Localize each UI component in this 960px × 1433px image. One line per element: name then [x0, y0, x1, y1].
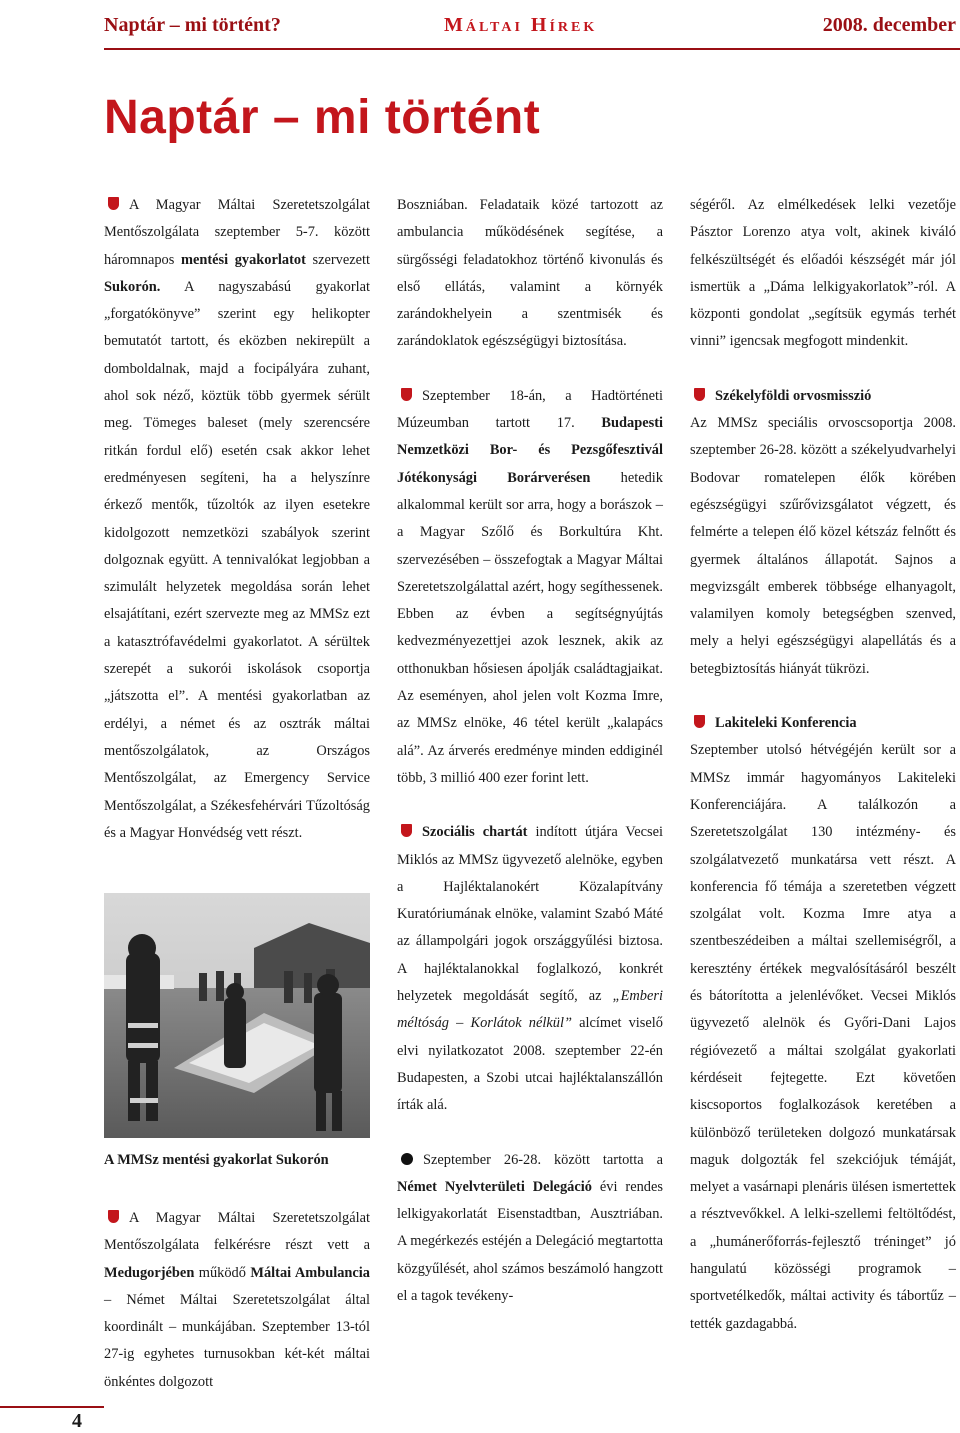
article-social-charter: Szociális chartát indított útjára Vecsei Miklós az MMSz ügyvezető alelnöke, egyben a Hajléktalanokért Közalapítvány Kuratóriumának elnöke, valamint Szabó Máté az állampolgári jogok országgyűlési biztosa. A hajléktalanokkal foglalkozó, konkrét helyzetek megoldását segítő, az „Emberi méltóság – Korlátok nélkül” alcímet viselő elvi nyilatkozatot 2008. szeptember 22-én Budapesten, a Szobi utcai hajléktalanszállón írták alá. — [397, 824, 663, 1114]
page-number: 4 — [72, 1410, 82, 1432]
bullet-icon — [108, 197, 119, 210]
bullet-icon — [401, 824, 412, 837]
bullet-icon — [108, 1210, 119, 1223]
column-3 — [690, 192, 956, 1338]
article-delegation-cont: ségéről. Az elmélkedések lelki vezetője Pásztor Lorenzo atya volt, akinek kiváló felkészültségét és előadói készségét már jól ismertük a „Dáma lelkigyakorlatok”-ról. A központi gondolat „segítsük egymás terhét vinni” igencsak megfogott mindenkit. — [690, 197, 956, 350]
bullet-icon — [694, 388, 705, 401]
photo-illustration — [104, 893, 370, 1138]
issue-date: 2008. december — [822, 14, 956, 36]
page-title: Naptár – mi történt — [104, 91, 541, 144]
header-rule — [104, 48, 960, 50]
section-title: Naptár – mi történt? — [104, 14, 281, 36]
dot-bullet-icon — [401, 1153, 413, 1165]
rescue-exercise-photo — [104, 893, 370, 1138]
article-medugorje: A Magyar Máltai Szeretetszolgálat Mentőszolgálata felkérésre részt vett a Medugorjében működő Máltai Ambulancia – Német Máltai Szeretetszolgálat által koordinált – munkájában. Szeptember 13-tól 27-ig egyhetes turnusokban két-két máltai önkéntes dolgozott — [104, 1210, 370, 1390]
column-1-bottom — [104, 1205, 370, 1396]
page-header — [104, 14, 960, 42]
photo-caption: A MMSz mentési gyakorlat Sukorón — [104, 1152, 329, 1168]
section-heading: Lakiteleki Konferencia — [715, 715, 857, 732]
footer-rule — [0, 1406, 104, 1408]
bullet-icon — [694, 715, 705, 728]
article-szekelyfold: Székelyföldi orvosmisszió Az MMSz speciális orvoscsoportja 2008. szeptember 26-28. között a székelyudvarhelyi Bodovar romatelepen élők körében egészségügyi szűrővizsgálatot végzett, és felmérte a telepen élő közel kétszáz felnőtt és gyermek általános állapotát. Sajnos a megvizsgált emberek többsége elhanyagolt, valamilyen komoly betegségben szenved, mely a helyi egészségügyi alapellátás és a betegbiztosítás hiányát tükrözi. — [690, 387, 956, 677]
article-sukoro: A Magyar Máltai Szeretetszolgálat Mentőszolgálata szeptember 5-7. között háromnapos mentési gyakorlatot szervezett Sukorón. A nagyszabású gyakorlat „forgatókönyve” szerint egy helikopter bemutatót tartott, és eközben nekirepült a domboldalnak, majd a focipályára zuhant, ahol sok néző, köztük több gyermek sérült meg. Tömeges baleset (mely szerencsére ritkán fordul elő) esetén csak akkor lehet eredményesen segíteni, ha a helyszínre érkező mentők, tűzoltók az ilyen esetekre kidolgozott nemzetközi szabályok szerint dolgoznak együtt. A tennivalókat legjobban a szimulált helyzetek megoldása során lehet elsajátítani, ezért szervezte meg az MMSz ezt a katasztrófavédelmi gyakorlatot. A sérültek szerepét a sukorói iskolások csoportja „játszotta el”. A mentési gyakorlatban az erdélyi, a német és az osztrák máltai mentőszolgálatok, az Országos Mentőszolgálat, az Emergency Service Mentőszolgálat, a Székesfehérvári Tűzoltóság és a Magyar Honvédség vett részt. — [104, 197, 371, 841]
section-heading: Székelyföldi orvosmisszió — [715, 387, 872, 404]
article-delegation: Szeptember 26-28. között tartotta a Német Nyelvterületi Delegáció évi rendes lelkigyakorlatát Eisenstadtban, Ausztriában. A megérkezés estéjén a Delegáció megtartotta közgyűlését, ahol számos beszámoló hangzott el a tagok tevékeny- — [397, 1151, 663, 1304]
bullet-icon — [401, 388, 412, 401]
column-2 — [397, 192, 663, 1310]
article-lakitelek: Lakiteleki Konferencia Szeptember utolsó hétvégéjén került sor a MMSz immár hagyományos Lakiteleki Konferenciájára. A találkozón a Szeretetszolgálat 130 intézmény- és szolgálatvezető munkatársa vett részt. A konferencia fő témája a szeretetben végzett szolgálat volt. Kozma Imre atya a szentbeszédeiben a máltai szellemiségről, a keresztény értékek megvalósításáról beszélt és bátorította a jelenlévőket. Vecsei Miklós ügyvezető alelnök és Győri-Dani Lajos régióvezető a máltai szolgálat gyakorlati kérdéseit fejtegette. Ezt követően kiscsoportos foglalkozások keretében a különböző területeken dolgozó munkatársak maguk dolgozták fel szekciójuk témáját, melyet a vasárnapi plenáris ülésen ismertettek a résztvevőkkel. A lelki-szellemi feltöltődést, a „humánerőforrás-fejlesztő tréninget” jó hangulatú közösségi programok – sportvetélkedők, máltai activity és tábortűz – tették gazdagabbá. — [690, 715, 956, 1332]
column-1 — [104, 192, 370, 847]
article-bosnia-cont: Boszniában. Feladataik közé tartozott az ambulancia működésének segítése, a sürgősségi feladatokhoz történő kivonulás és első ellátás, valamint a környék zarándokhelyein a szentmisék és zarándoklatok egészségügyi biztosítása. — [397, 197, 663, 350]
article-wine-auction: Szeptember 18-án, a Hadtörténeti Múzeumban tartott 17. Budapesti Nemzetközi Bor- és Pezsgőfesztivál Jótékonysági Borárverésen hetedik alkalommal került sor arra, hogy a borászok – a Magyar Szőlő és Borkultúra Kht. szervezésében – összefogtak a Magyar Máltai Szeretetszolgálattal azért, hogy segíthessenek. Ebben az évben a segítségnyújtás kedvezményezettjei azok lesznek, akik az otthonukban hősiesen ápolják családtagjaikat. Az eseményen, ahol jelen volt Kozma Imre, az MMSz elnöke, 46 tétel került „kalapács alá”. Az árverés eredménye minden eddiginél több, 3 millió 400 ezer forint lett. — [397, 387, 663, 786]
publication-name: Máltai Hírek — [444, 14, 598, 36]
